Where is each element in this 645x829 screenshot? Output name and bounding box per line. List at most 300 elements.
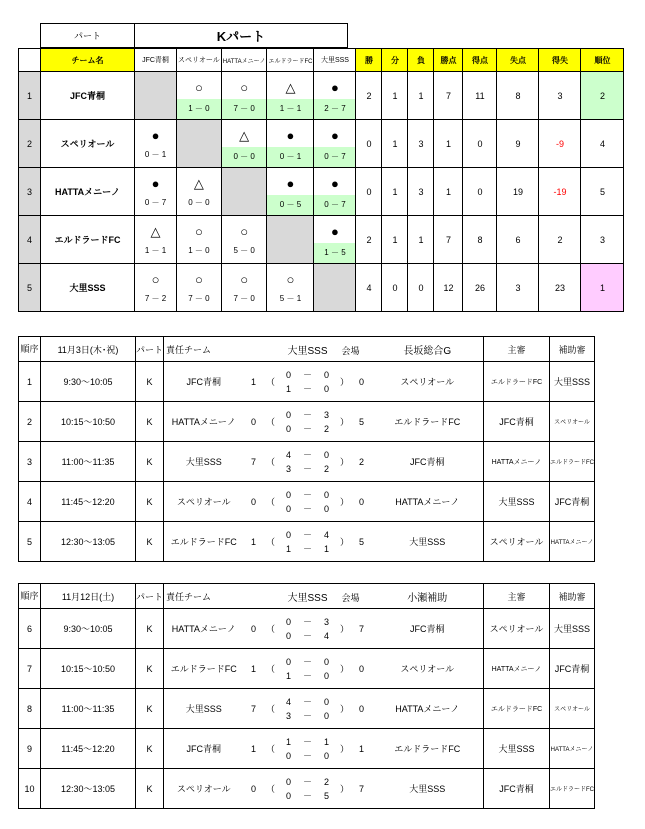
away-score: 5 — [352, 522, 372, 562]
home-second-half: 3 — [286, 463, 292, 474]
score-dash — [300, 729, 316, 769]
home-team: JFC青桐 — [164, 729, 244, 769]
assistant-referee: エルドラードFC — [550, 769, 595, 809]
home-second-half: 0 — [286, 423, 292, 434]
result-cell — [221, 216, 267, 264]
dash: － — [303, 736, 313, 747]
result-mark-icon: △ — [239, 128, 250, 143]
away-second-half: 5 — [324, 790, 330, 801]
result-score: 1 － 1 — [144, 246, 167, 255]
match-row — [19, 362, 595, 402]
row-number: 4 — [19, 216, 41, 264]
standings-row — [19, 120, 624, 168]
result-mark-icon: ○ — [286, 272, 295, 287]
result-score: 1 － 5 — [314, 243, 355, 263]
match-number: 9 — [19, 729, 41, 769]
away-half-scores — [316, 362, 338, 402]
match-row — [19, 689, 595, 729]
result-score: 0 － 7 — [144, 198, 167, 207]
dash: － — [303, 616, 313, 627]
away-first-half: 4 — [324, 529, 330, 540]
dash: － — [303, 423, 313, 434]
result-score: 7 － 0 — [188, 294, 210, 303]
paren-close: ） — [338, 362, 352, 402]
home-first-half: 0 — [286, 529, 292, 540]
match-part: K — [136, 769, 164, 809]
home-first-half: 0 — [286, 489, 292, 500]
assistant-referee: HATTAメニーノ — [550, 729, 595, 769]
away-score: 7 — [352, 769, 372, 809]
away-score: 0 — [352, 362, 372, 402]
opponent-header: エルドラードFC — [267, 49, 314, 72]
stat-cell: 1 — [382, 120, 408, 168]
standings-row — [19, 264, 624, 312]
result-cell — [221, 120, 267, 168]
match-time: 10:15～10:50 — [41, 649, 136, 689]
opponent-header: HATTAメニーノ — [221, 49, 267, 72]
assistant-referee: スペリオール — [550, 402, 595, 442]
row-number: 5 — [19, 264, 41, 312]
score-dash — [300, 482, 316, 522]
paren-open: （ — [264, 769, 278, 809]
result-mark-icon: ● — [331, 176, 339, 191]
away-first-half: 0 — [324, 656, 330, 667]
away-score: 2 — [352, 442, 372, 482]
venue-label: 会場 — [341, 593, 360, 603]
paren-open: （ — [264, 402, 278, 442]
team-name: HATTAメニーノ — [41, 168, 135, 216]
stat-cell: 11 — [463, 72, 497, 120]
dash: － — [303, 630, 313, 641]
dash: － — [303, 790, 313, 801]
stat-cell: 7 — [434, 216, 463, 264]
away-first-half: 0 — [324, 449, 330, 460]
away-team: エルドラードFC — [372, 729, 484, 769]
stat-header: 負 — [408, 49, 434, 72]
home-first-half: 1 — [286, 736, 292, 747]
self-match-cell — [221, 168, 267, 216]
assistant-referee: 大里SSS — [550, 609, 595, 649]
result-cell — [267, 72, 314, 120]
away-team: エルドラードFC — [372, 402, 484, 442]
stat-cell: 3 — [581, 216, 624, 264]
result-mark-icon: △ — [193, 176, 204, 191]
result-score: 7 － 2 — [144, 294, 167, 303]
result-score: 0 － 5 — [267, 195, 313, 215]
assistant-referee: 大里SSS — [550, 362, 595, 402]
home-half-scores — [278, 482, 300, 522]
result-cell — [314, 168, 356, 216]
referee: JFC青桐 — [484, 402, 550, 442]
result-cell — [177, 72, 222, 120]
result-mark-icon: ○ — [151, 272, 160, 287]
home-second-half: 1 — [286, 670, 292, 681]
venue-label: 会場 — [341, 346, 360, 356]
match-part: K — [136, 649, 164, 689]
stat-cell: 2 — [356, 216, 382, 264]
result-score: 0 － 7 — [314, 147, 355, 167]
team-name: エルドラードFC — [41, 216, 135, 264]
away-second-half: 1 — [324, 543, 330, 554]
stat-cell: 1 — [382, 72, 408, 120]
away-team: スペリオール — [372, 649, 484, 689]
away-score: 0 — [352, 649, 372, 689]
date-header: 11月3日(木･祝) — [41, 337, 136, 362]
home-score: 0 — [244, 482, 264, 522]
away-half-scores — [316, 729, 338, 769]
match-number: 5 — [19, 522, 41, 562]
opponent-header: JFC青桐 — [135, 49, 177, 72]
part-title: Kパート — [135, 24, 348, 48]
stat-header: 順位 — [581, 49, 624, 72]
home-score: 0 — [244, 609, 264, 649]
home-team: 大里SSS — [164, 442, 244, 482]
stat-cell: 2 — [539, 216, 581, 264]
away-team: スペリオール — [372, 362, 484, 402]
result-cell — [177, 264, 222, 312]
stat-cell: 1 — [408, 72, 434, 120]
referee: JFC青桐 — [484, 769, 550, 809]
match-number: 3 — [19, 442, 41, 482]
result-mark-icon: ○ — [194, 272, 203, 287]
venue-name: 長坂総合G — [403, 345, 452, 357]
match-row — [19, 769, 595, 809]
stat-header: 得失 — [539, 49, 581, 72]
referee-header: 主審 — [484, 584, 550, 609]
assistant-referee: JFC青桐 — [550, 482, 595, 522]
away-second-half: 0 — [324, 750, 330, 761]
stat-cell: 5 — [581, 168, 624, 216]
match-part: K — [136, 689, 164, 729]
order-header: 順序 — [19, 337, 41, 362]
match-number: 8 — [19, 689, 41, 729]
venue-cell — [341, 337, 484, 362]
result-score: 7 － 0 — [233, 294, 255, 303]
dash: － — [303, 670, 313, 681]
result-score: 0 － 1 — [144, 150, 167, 159]
referee: エルドラードFC — [484, 362, 550, 402]
match-time: 11:00～11:35 — [41, 689, 136, 729]
result-score: 0 － 7 — [314, 195, 355, 215]
away-team: 大里SSS — [372, 769, 484, 809]
result-score: 5 － 0 — [233, 246, 255, 255]
paren-close: ） — [338, 522, 352, 562]
result-score: 0 － 1 — [267, 147, 313, 167]
result-score: 1 － 0 — [177, 99, 221, 119]
paren-close: ） — [338, 442, 352, 482]
stat-cell: 3 — [408, 168, 434, 216]
away-half-scores — [316, 522, 338, 562]
dash: － — [303, 489, 313, 500]
stat-cell: 19 — [497, 168, 539, 216]
match-row — [19, 482, 595, 522]
home-score: 1 — [244, 522, 264, 562]
result-cell — [177, 168, 222, 216]
dash: － — [303, 656, 313, 667]
away-second-half: 0 — [324, 503, 330, 514]
home-score: 0 — [244, 769, 264, 809]
opponent-header: 大里SSS — [314, 49, 356, 72]
result-cell — [135, 168, 177, 216]
match-part: K — [136, 609, 164, 649]
home-half-scores — [278, 402, 300, 442]
standings-row — [19, 72, 624, 120]
away-second-half: 0 — [324, 383, 330, 394]
paren-close: ） — [338, 482, 352, 522]
stat-cell: 1 — [382, 168, 408, 216]
stat-cell: 3 — [408, 120, 434, 168]
away-half-scores — [316, 482, 338, 522]
team-name: JFC青桐 — [41, 72, 135, 120]
referee-header: 主審 — [484, 337, 550, 362]
stat-cell: 2 — [581, 72, 624, 120]
away-second-half: 0 — [324, 710, 330, 721]
assistant-header: 補助審 — [550, 337, 595, 362]
match-number: 1 — [19, 362, 41, 402]
away-half-scores — [316, 402, 338, 442]
referee: HATTAメニーノ — [484, 649, 550, 689]
result-mark-icon: ○ — [194, 80, 203, 95]
away-team: HATTAメニーノ — [372, 689, 484, 729]
paren-open: （ — [264, 609, 278, 649]
dash: － — [303, 409, 313, 420]
referee: 大里SSS — [484, 482, 550, 522]
home-team: HATTAメニーノ — [164, 609, 244, 649]
result-cell — [314, 120, 356, 168]
home-score: 1 — [244, 649, 264, 689]
result-score: 1 － 1 — [267, 99, 313, 119]
home-score: 7 — [244, 442, 264, 482]
opponent-header: スペリオール — [177, 49, 222, 72]
venue-name: 小瀬補助 — [407, 592, 448, 604]
row-number: 3 — [19, 168, 41, 216]
match-row — [19, 649, 595, 689]
stat-cell: -19 — [539, 168, 581, 216]
stat-cell: 0 — [356, 120, 382, 168]
score-dash — [300, 689, 316, 729]
away-half-scores — [316, 649, 338, 689]
self-match-cell — [177, 120, 222, 168]
part-header-cell: パート — [136, 584, 164, 609]
stat-cell: 8 — [497, 72, 539, 120]
responsible-header: 責任チーム — [164, 337, 244, 362]
home-score: 1 — [244, 362, 264, 402]
result-mark-icon: ● — [151, 128, 160, 143]
match-number: 2 — [19, 402, 41, 442]
result-score: 5 － 1 — [279, 294, 302, 303]
referee: スペリオール — [484, 609, 550, 649]
result-score: 2 － 7 — [314, 99, 355, 119]
row-number: 2 — [19, 120, 41, 168]
away-half-scores — [316, 442, 338, 482]
assistant-referee: エルドラードFC — [550, 442, 595, 482]
stat-cell: 4 — [356, 264, 382, 312]
stat-cell: 2 — [356, 72, 382, 120]
away-second-half: 2 — [324, 463, 330, 474]
away-score: 1 — [352, 729, 372, 769]
match-number: 4 — [19, 482, 41, 522]
score-dash — [300, 769, 316, 809]
match-part: K — [136, 362, 164, 402]
dash: － — [303, 449, 313, 460]
result-score: 0 － 0 — [188, 198, 210, 207]
stat-cell: 1 — [408, 216, 434, 264]
score-dash — [300, 402, 316, 442]
home-second-half: 1 — [286, 543, 292, 554]
row-number: 1 — [19, 72, 41, 120]
result-cell — [135, 216, 177, 264]
match-time: 11:45～12:20 — [41, 482, 136, 522]
match-part: K — [136, 442, 164, 482]
home-second-half: 0 — [286, 503, 292, 514]
home-second-half: 3 — [286, 710, 292, 721]
away-team: HATTAメニーノ — [372, 482, 484, 522]
team-header: チーム名 — [41, 49, 135, 72]
team-name: スペリオール — [41, 120, 135, 168]
away-first-half: 3 — [324, 616, 330, 627]
away-team: JFC青桐 — [372, 609, 484, 649]
paren-close: ） — [338, 649, 352, 689]
home-half-scores — [278, 522, 300, 562]
stat-cell: 0 — [356, 168, 382, 216]
home-second-half: 0 — [286, 630, 292, 641]
result-cell — [135, 264, 177, 312]
home-first-half: 4 — [286, 696, 292, 707]
paren-close: ） — [338, 769, 352, 809]
dash: － — [303, 750, 313, 761]
match-row — [19, 522, 595, 562]
home-half-scores — [278, 362, 300, 402]
part-label: パート — [41, 24, 135, 48]
dash: － — [303, 543, 313, 554]
stat-cell: 3 — [539, 72, 581, 120]
result-mark-icon: ○ — [240, 224, 249, 239]
stat-cell: 8 — [463, 216, 497, 264]
away-first-half: 3 — [324, 409, 330, 420]
match-time: 12:30～13:05 — [41, 769, 136, 809]
stat-header: 勝点 — [434, 49, 463, 72]
result-mark-icon: ● — [286, 128, 295, 143]
home-team: スペリオール — [164, 769, 244, 809]
away-first-half: 0 — [324, 369, 330, 380]
home-first-half: 0 — [286, 616, 292, 627]
result-cell — [221, 72, 267, 120]
stat-header: 勝 — [356, 49, 382, 72]
assistant-header: 補助審 — [550, 584, 595, 609]
dash: － — [303, 710, 313, 721]
result-cell — [314, 216, 356, 264]
result-cell — [267, 120, 314, 168]
stat-cell: 7 — [434, 72, 463, 120]
home-first-half: 4 — [286, 449, 292, 460]
match-row — [19, 609, 595, 649]
paren-close: ） — [338, 402, 352, 442]
order-header: 順序 — [19, 584, 41, 609]
paren-open: （ — [264, 442, 278, 482]
away-first-half: 0 — [324, 696, 330, 707]
header-blank-cell — [19, 49, 41, 72]
paren-open: （ — [264, 729, 278, 769]
dash: － — [303, 463, 313, 474]
match-row — [19, 729, 595, 769]
result-mark-icon: ● — [151, 176, 160, 191]
dash: － — [303, 383, 313, 394]
away-half-scores — [316, 769, 338, 809]
home-half-scores — [278, 769, 300, 809]
score-dash — [300, 522, 316, 562]
home-half-scores — [278, 729, 300, 769]
stat-cell: 0 — [408, 264, 434, 312]
away-half-scores — [316, 689, 338, 729]
away-first-half: 1 — [324, 736, 330, 747]
standings-row — [19, 168, 624, 216]
away-score: 0 — [352, 689, 372, 729]
assistant-referee: JFC青桐 — [550, 649, 595, 689]
away-first-half: 2 — [324, 776, 330, 787]
result-cell — [314, 72, 356, 120]
assistant-referee: スペリオール — [550, 689, 595, 729]
stat-cell: 1 — [434, 120, 463, 168]
stat-cell: 3 — [497, 264, 539, 312]
stat-cell: 1 — [434, 168, 463, 216]
team-name: 大里SSS — [41, 264, 135, 312]
match-time: 12:30～13:05 — [41, 522, 136, 562]
schedule-table-nov3 — [18, 336, 595, 562]
result-cell — [267, 264, 314, 312]
home-half-scores — [278, 609, 300, 649]
score-dash — [300, 609, 316, 649]
standings-row — [19, 216, 624, 264]
referee: エルドラードFC — [484, 689, 550, 729]
referee: HATTAメニーノ — [484, 442, 550, 482]
match-time: 11:00～11:35 — [41, 442, 136, 482]
home-team: HATTAメニーノ — [164, 402, 244, 442]
referee: 大里SSS — [484, 729, 550, 769]
stat-cell: 1 — [382, 216, 408, 264]
score-dash — [300, 649, 316, 689]
dash: － — [303, 776, 313, 787]
stat-cell: 0 — [382, 264, 408, 312]
standings-table — [18, 48, 624, 312]
match-part: K — [136, 402, 164, 442]
standings-header-row — [19, 49, 624, 72]
match-row — [19, 442, 595, 482]
responsible-team: 大里SSS — [244, 337, 372, 362]
responsible-header: 責任チーム — [164, 584, 244, 609]
dash: － — [303, 529, 313, 540]
paren-open: （ — [264, 689, 278, 729]
result-score: 1 － 0 — [188, 246, 210, 255]
match-time: 9:30～10:05 — [41, 609, 136, 649]
away-second-half: 2 — [324, 423, 330, 434]
result-score: 0 － 0 — [222, 147, 267, 167]
result-cell — [221, 264, 267, 312]
stat-cell: 0 — [463, 168, 497, 216]
stat-header: 失点 — [497, 49, 539, 72]
date-header: 11月12日(土) — [41, 584, 136, 609]
result-mark-icon: ● — [331, 224, 339, 239]
match-part: K — [136, 522, 164, 562]
stat-cell: 0 — [463, 120, 497, 168]
part-header — [40, 23, 348, 48]
result-mark-icon: ● — [331, 80, 339, 95]
away-score: 0 — [352, 482, 372, 522]
dash: － — [303, 503, 313, 514]
paren-open: （ — [264, 482, 278, 522]
score-dash — [300, 362, 316, 402]
home-half-scores — [278, 442, 300, 482]
result-mark-icon: △ — [150, 224, 161, 239]
